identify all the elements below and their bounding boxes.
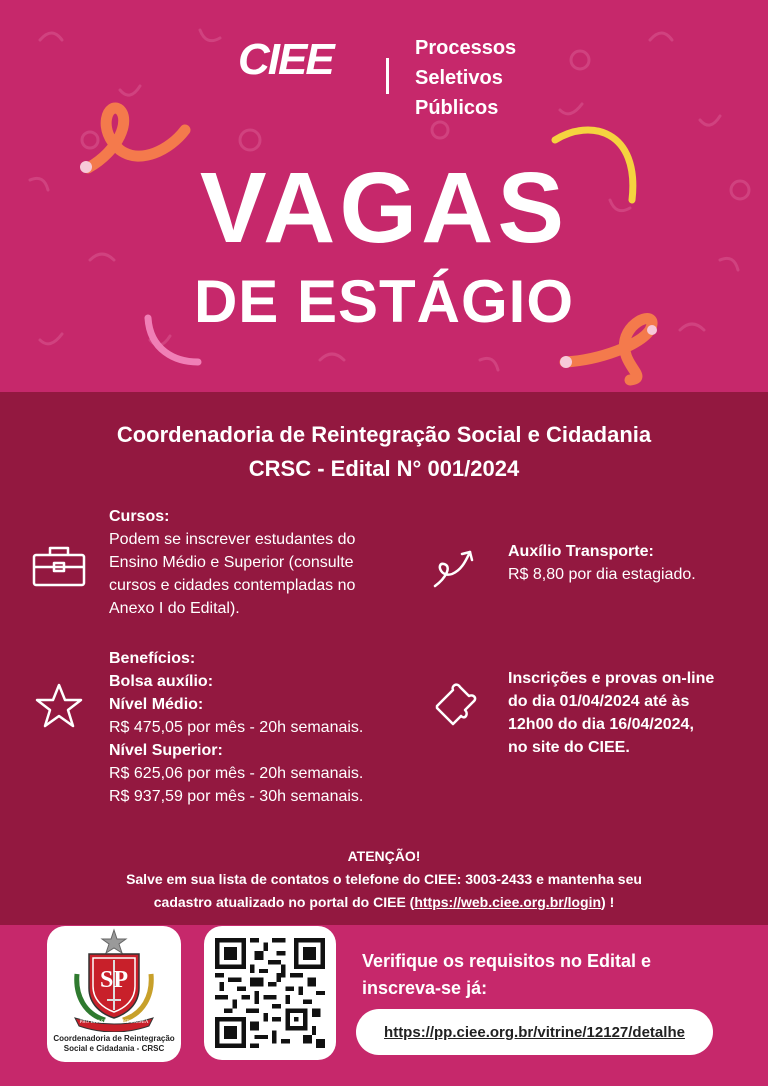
beneficios-block <box>109 647 363 808</box>
title-vagas: VAGAS <box>199 152 569 264</box>
logo-wordmark: CIEE <box>238 35 333 84</box>
transporte-heading: Auxílio Transporte: <box>508 543 654 560</box>
vacancy-link[interactable]: https://pp.ciee.org.br/vitrine/12127/detalhe <box>384 1023 685 1041</box>
transporte-value: R$ 8,80 por dia estagiado. <box>508 566 696 583</box>
attention-prefix: cadastro atualizado no portal do CIEE ( <box>153 894 415 910</box>
cursos-line-1: Podem se inscrever estudantes do <box>109 531 356 548</box>
org-name: Coordenadoria de Reintegração Social e Cidadania <box>116 422 652 447</box>
attention-suffix: ) ! <box>601 894 615 910</box>
cursos-heading: Cursos: <box>109 508 170 525</box>
inscricoes-line-2: do dia 01/04/2024 até às <box>508 693 690 710</box>
cursos-block <box>109 505 355 620</box>
beneficios-heading: Benefícios: <box>109 650 196 667</box>
nivel-medio-label: Nível Médio: <box>109 696 204 713</box>
puzzle-icon <box>433 682 483 730</box>
nivel-superior-label: Nível Superior: <box>109 742 223 759</box>
title-de-estagio: DE ESTÁGIO <box>193 268 575 335</box>
tagline-line-3: Públicos <box>415 97 499 119</box>
cursos-line-2: Ensino Médio e Superior (consulte <box>109 554 354 571</box>
tagline-line-1: Processos <box>415 37 517 59</box>
vacancy-link-button[interactable] <box>356 1009 713 1055</box>
seal-caption-line-2: Social e Cidadania - CRSC <box>63 1044 165 1053</box>
seal-motto: PRO BRASILIA FIANT EXIMIA <box>79 1020 149 1025</box>
ciee-logo <box>238 35 333 84</box>
inscricoes-line-4: no site do CIEE. <box>508 739 630 756</box>
verify-text <box>362 948 651 1002</box>
arrow-up-icon <box>432 548 476 590</box>
qr-code-icon[interactable] <box>215 938 325 1048</box>
verify-line-1: Verifique os requisitos no Edital e <box>362 951 652 971</box>
seal-caption <box>47 1034 181 1054</box>
nivel-superior-value-2: R$ 937,59 por mês - 30h semanais. <box>109 788 364 805</box>
cursos-line-3: cursos e cidades contempladas no <box>109 577 356 594</box>
transporte-block <box>508 540 696 586</box>
logo-tagline <box>415 33 516 123</box>
attention-line-1: Salve em sua lista de contatos o telefone do CIEE: 3003-2433 e mantenha seu <box>126 871 642 887</box>
nivel-medio-value: R$ 475,05 por mês - 20h semanais. <box>109 719 364 736</box>
ciee-login-link[interactable]: https://web.ciee.org.br/login <box>414 894 602 910</box>
star-icon <box>34 682 84 730</box>
cursos-line-4: Anexo I do Edital). <box>109 600 240 617</box>
attention-notice <box>0 845 768 914</box>
logo-divider <box>386 58 389 94</box>
nivel-superior-value-1: R$ 625,06 por mês - 20h semanais. <box>109 765 364 782</box>
org-heading <box>0 418 768 486</box>
verify-line-2: inscreva-se já: <box>362 978 488 998</box>
attention-title: ATENÇÃO! <box>347 848 421 864</box>
crsc-seal-card <box>47 926 181 1062</box>
bolsa-label: Bolsa auxílio: <box>109 673 214 690</box>
tagline-line-2: Seletivos <box>415 67 503 89</box>
hero-section <box>0 0 768 392</box>
inscricoes-line-3: 12h00 do dia 16/04/2024, <box>508 716 694 733</box>
seal-letters: SP <box>99 967 128 993</box>
seal-caption-line-1: Coordenadoria de Reintegração <box>53 1034 175 1043</box>
edital-number: CRSC - Edital N° 001/2024 <box>248 456 520 481</box>
qr-code-card[interactable] <box>204 926 336 1060</box>
briefcase-icon <box>32 545 86 587</box>
inscricoes-line-1: Inscrições e provas on-line <box>508 670 715 687</box>
attention-line-2 <box>0 891 768 914</box>
inscricoes-block <box>508 667 714 759</box>
